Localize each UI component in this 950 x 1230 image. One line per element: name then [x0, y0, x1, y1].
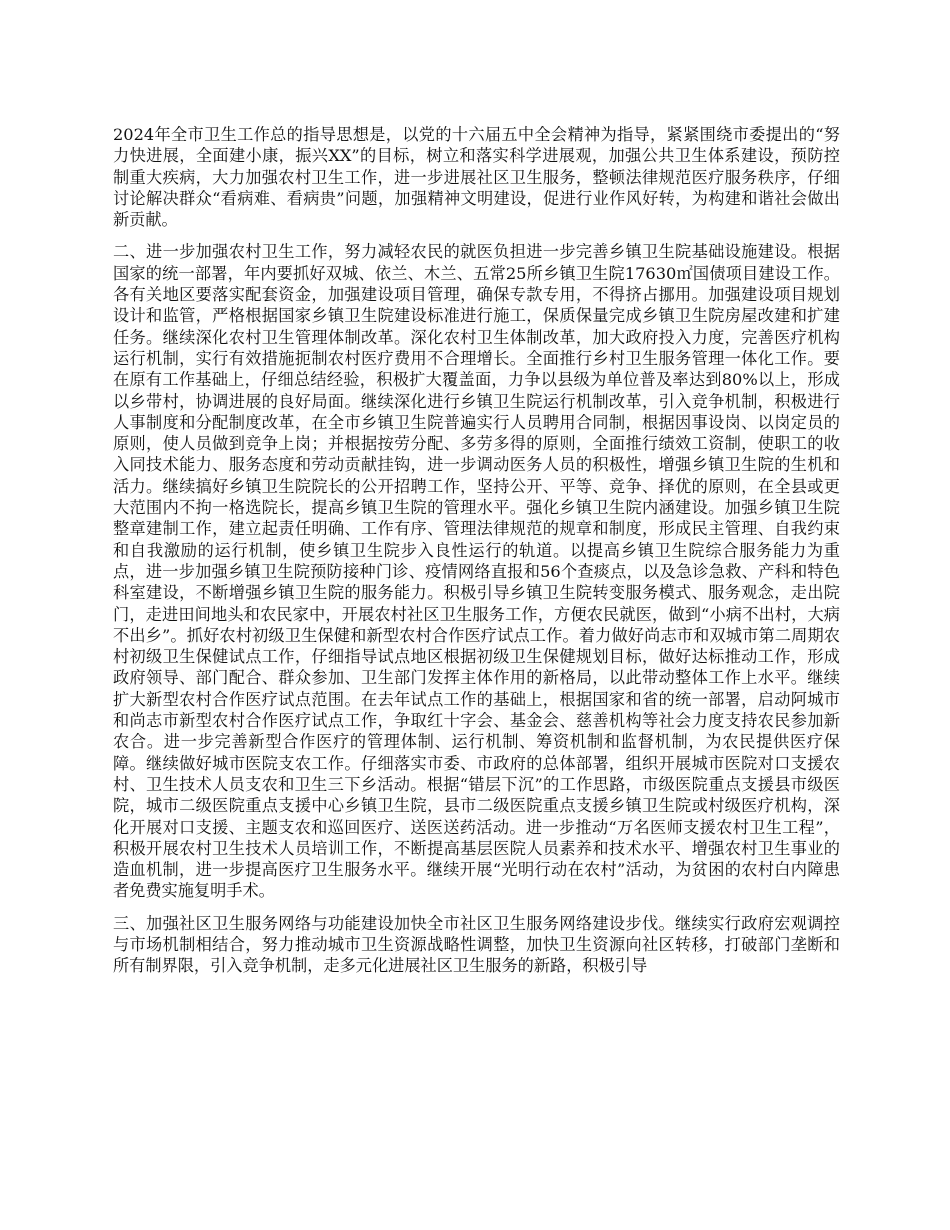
- paragraph-rural-health: 二、进一步加强农村卫生工作，努力减轻农民的就医负担进一步完善乡镇卫生院基础设施建设。根据国家的统一部署，年内要抓好双城、依兰、木兰、五常25所乡镇卫生院17630㎡国债项目建设工作。各有关地区要落实配套资金，加强建设项目管理，确保专款专用，不得挤占挪用。加强建设项目规划设计和监管，严格根据国家乡镇卫生院建设标准进行施工，保质保量完成乡镇卫生院房屋改建和扩建任务。继续深化农村卫生管理体制改革。深化农村卫生体制改革，加大政府投入力度，完善医疗机构运行机制，实行有效措施扼制农村医疗费用不合理增长。全面推行乡村卫生服务管理一体化工作。要在原有工作基础上，仔细总结经验，积极扩大覆盖面，力争以县级为单位普及率达到80%以上，形成以乡带村，协调进展的良好局面。继续深化进行乡镇卫生院运行机制改革，引入竞争机制，积极进行人事制度和分配制度改革，在全市乡镇卫生院普遍实行人员聘用合同制，根据因事设岗、以岗定员的原则，使人员做到竞争上岗；并根据按劳分配、多劳多得的原则，全面推行绩效工资制，使职工的收入同技术能力、服务态度和劳动贡献挂钩，进一步调动医务人员的积极性，增强乡镇卫生院的生机和活力。继续搞好乡镇卫生院院长的公开招聘工作，坚持公开、平等、竞争、择优的原则，在全县或更大范围内不拘一格选院长，提高乡镇卫生院的管理水平。强化乡镇卫生院内涵建设。加强乡镇卫生院整章建制工作，建立起责任明确、工作有序、管理法律规范的规章和制度，形成民主管理、自我约束和自我激励的运行机制，使乡镇卫生院步入良性运行的轨道。以提高乡镇卫生院综合服务能力为重点，进一步加强乡镇卫生院预防接种门诊、疫情网络直报和56个查痰点，以及急诊急救、产科和特色科室建设，不断增强乡镇卫生院的服务能力。积极引导乡镇卫生院转变服务模式、服务观念，走出院门，走进田间地头和农民家中，开展农村社区卫生服务工作，方便农民就医，做到“小病不出村，大病不出乡”。抓好农村初级卫生保健和新型农村合作医疗试点工作。着力做好尚志市和双城市第二周期农村初级卫生保健试点工作，仔细指导试点地区根据初级卫生保健规划目标，做好达标推动工作，形成政府领导、部门配合、群众参加、卫生部门发挥主体作用的新格局，以此带动整体工作上水平。继续扩大新型农村合作医疗试点范围。在去年试点工作的基础上，根据国家和省的统一部署，启动阿城市和尚志市新型农村合作医疗试点工作，争取红十字会、基金会、慈善机构等社会力度支持农民参加新农合。进一步完善新型合作医疗的管理体制、运行机制、筹资机制和监督机制，为农民提供医疗保障。继续做好城市医院支农工作。仔细落实市委、市政府的总体部署，组织开展城市医院对口支援农村、卫生技术人员支农和卫生三下乡活动。根据“错层下沉”的工作思路，市级医院重点支援县市级医院，城市二级医院重点支援中心乡镇卫生院，县市二级医院重点支援乡镇卫生院或村级医疗机构，深化开展对口支援、主题支农和巡回医疗、送医送药活动。进一步推动“万名医师支援农村卫生工程”，积极开展农村卫生技术人员培训工作，不断提高基层医院人员素养和技术水平、增强农村卫生事业的造血机制，进一步提高医疗卫生服务水平。继续开展“光明行动在农村”活动，为贫困的农村白内障患者免费实施复明手术。: [113, 242, 840, 901]
- document-page: [113, 124, 840, 988]
- paragraph-guiding-ideology: 2024年全市卫生工作总的指导思想是，以党的十六届五中全会精神为指导，紧紧围绕市委提出的“努力快进展，全面建小康，振兴XX”的目标，树立和落实科学进展观，加强公共卫生体系建设，预防控制重大疾病，大力加强农村卫生工作，进一步进展社区卫生服务，整顿法律规范医疗服务秩序，仔细讨论解决群众“看病难、看病贵”问题，加强精神文明建设，促进行业作风好转，为构建和谐社会做出新贡献。: [113, 125, 840, 230]
- paragraph-community-health: 三、加强社区卫生服务网络与功能建设加快全市社区卫生服务网络建设步伐。继续实行政府宏观调控与市场机制相结合，努力推动城市卫生资源战略性调整，加快卫生资源向社区转移，打破部门垄断和所有制界限，引入竞争机制，走多元化进展社区卫生服务的新路，积极引导: [113, 913, 840, 976]
